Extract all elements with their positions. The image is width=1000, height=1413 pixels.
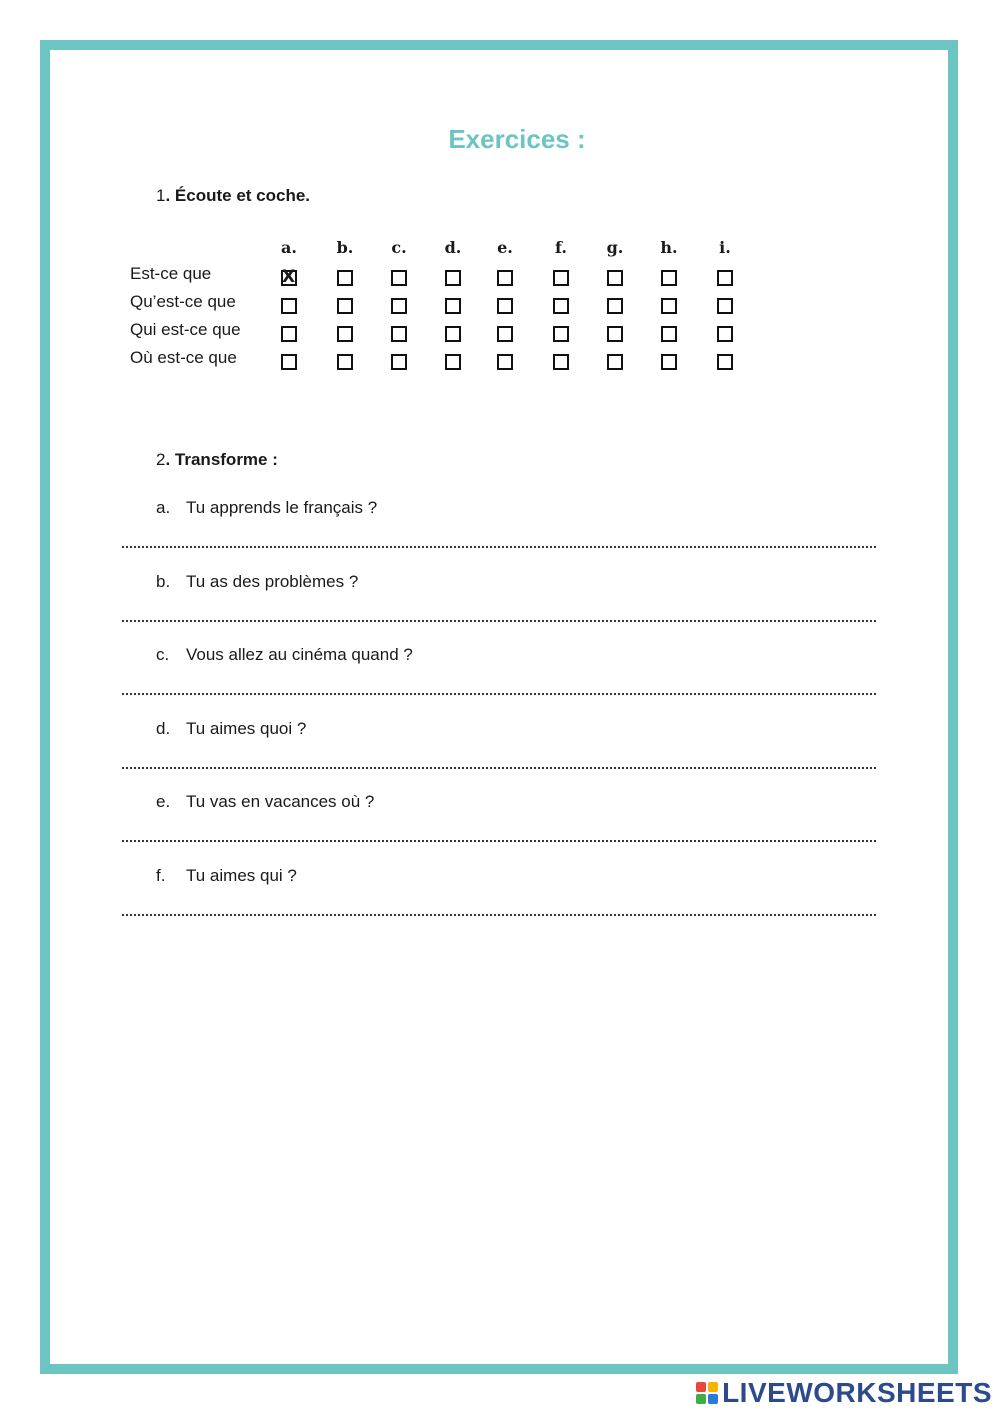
column-letter: c. xyxy=(391,238,407,257)
brand-footer xyxy=(696,1378,992,1408)
answer-checkbox[interactable] xyxy=(607,298,623,314)
answer-checkbox[interactable] xyxy=(445,270,461,286)
column-letter: h. xyxy=(660,238,678,257)
answer-checkbox[interactable] xyxy=(497,354,513,370)
answer-checkbox[interactable] xyxy=(281,326,297,342)
answer-checkbox[interactable] xyxy=(607,326,623,342)
answer-checkbox[interactable] xyxy=(717,270,733,286)
answer-checkbox[interactable] xyxy=(497,326,513,342)
item-letter: e. xyxy=(156,792,171,812)
answer-checkbox[interactable] xyxy=(281,270,297,286)
answer-checkbox[interactable] xyxy=(553,298,569,314)
answer-checkbox[interactable] xyxy=(607,270,623,286)
item-letter: a. xyxy=(156,498,171,517)
column-letter: g. xyxy=(606,238,624,257)
answer-checkbox[interactable] xyxy=(337,298,353,314)
transform-item xyxy=(156,719,306,739)
answer-checkbox[interactable] xyxy=(281,298,297,314)
answer-checkbox[interactable] xyxy=(337,270,353,286)
item-text: Vous allez au cinéma quand ? xyxy=(186,645,413,665)
item-letter: f. xyxy=(156,866,166,885)
item-text: Tu aimes qui ? xyxy=(186,866,297,885)
answer-checkbox[interactable] xyxy=(391,298,407,314)
exercise1-instruction: . Écoute et coche. xyxy=(165,186,311,205)
answer-checkbox[interactable] xyxy=(445,326,461,342)
transform-item xyxy=(156,866,297,886)
column-letter: a. xyxy=(281,238,297,257)
answer-checkbox[interactable] xyxy=(661,298,677,314)
column-letter: f. xyxy=(555,238,567,257)
answer-checkbox[interactable] xyxy=(661,326,677,342)
item-letter: c. xyxy=(156,645,170,665)
answer-checkbox[interactable] xyxy=(661,354,677,370)
answer-checkbox[interactable] xyxy=(553,326,569,342)
transform-item xyxy=(156,792,374,812)
answer-checkbox[interactable] xyxy=(497,298,513,314)
answer-checkbox[interactable] xyxy=(497,270,513,286)
exercise1-heading xyxy=(156,186,310,206)
exercise2-heading xyxy=(156,450,278,470)
row-label: Où est-ce que xyxy=(130,348,237,367)
item-letter: b. xyxy=(156,571,171,591)
answer-line[interactable] xyxy=(122,620,876,622)
exercise2-number: 2 xyxy=(156,450,166,469)
brand-logo-icon xyxy=(696,1382,718,1404)
answer-checkbox[interactable] xyxy=(661,270,677,286)
answer-checkbox[interactable] xyxy=(553,354,569,370)
column-letter: i. xyxy=(719,238,731,257)
answer-checkbox[interactable] xyxy=(553,270,569,286)
answer-line[interactable] xyxy=(122,840,876,842)
column-letter: b. xyxy=(336,238,354,257)
answer-checkbox[interactable] xyxy=(717,354,733,370)
answer-checkbox[interactable] xyxy=(607,354,623,370)
row-label: Qui est-ce que xyxy=(130,320,241,339)
exercise1-number: 1 xyxy=(156,186,166,205)
item-text: Tu as des problèmes ? xyxy=(186,571,359,591)
answer-line[interactable] xyxy=(122,914,876,916)
row-label: Est-ce que xyxy=(130,264,212,283)
answer-checkbox[interactable] xyxy=(337,326,353,342)
answer-checkbox[interactable] xyxy=(391,270,407,286)
brand-text: LIVEWORKSHEETS xyxy=(722,1377,992,1408)
answer-checkbox[interactable] xyxy=(281,354,297,370)
answer-checkbox[interactable] xyxy=(337,354,353,370)
answer-checkbox[interactable] xyxy=(717,326,733,342)
answer-line[interactable] xyxy=(122,546,876,548)
item-text: Tu vas en vacances où ? xyxy=(186,792,375,812)
column-letter: e. xyxy=(497,238,513,257)
answer-line[interactable] xyxy=(122,767,876,769)
exercise2-instruction: . Transforme : xyxy=(165,450,278,469)
answer-checkbox[interactable] xyxy=(717,298,733,314)
transform-item xyxy=(156,572,358,592)
row-label: Qu’est-ce que xyxy=(130,292,236,311)
answer-checkbox[interactable] xyxy=(391,354,407,370)
item-letter: d. xyxy=(156,718,171,738)
answer-checkbox[interactable] xyxy=(445,354,461,370)
answer-checkbox[interactable] xyxy=(445,298,461,314)
answer-checkbox[interactable] xyxy=(391,326,407,342)
item-text: Tu aimes quoi ? xyxy=(186,718,307,738)
transform-item xyxy=(156,645,413,665)
transform-item xyxy=(156,498,377,518)
item-text: Tu apprends le français ? xyxy=(186,498,378,517)
answer-line[interactable] xyxy=(122,693,876,695)
page-title: Exercices : xyxy=(448,124,586,154)
column-letter: d. xyxy=(444,238,462,257)
